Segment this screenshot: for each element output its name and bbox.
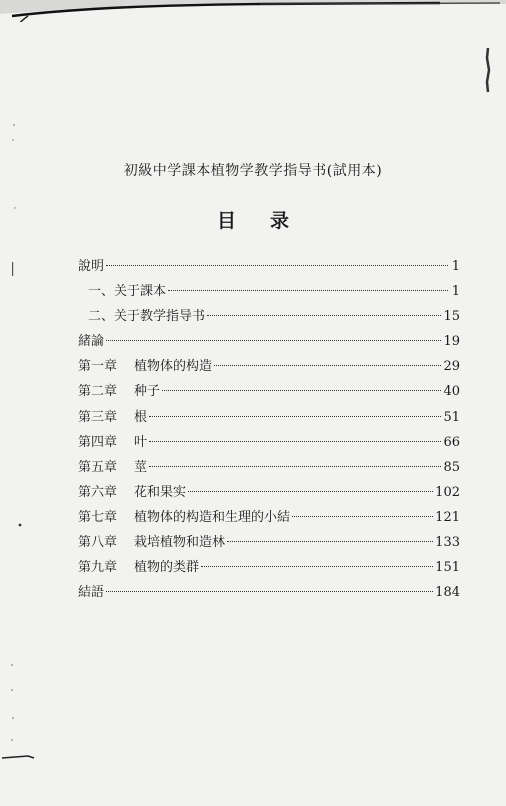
toc-entry-page: 121	[435, 509, 460, 525]
toc-entry-page: 29	[443, 359, 460, 375]
leader-dots	[106, 340, 441, 341]
toc-entry-title: 植物体的构造和生理的小結	[134, 509, 291, 525]
toc-entry[interactable]	[78, 556, 460, 581]
toc-entry-title: 莖	[134, 459, 148, 475]
toc-entry-title: 說明	[78, 259, 105, 274]
toc-entry-chapter: 第三章	[78, 409, 118, 425]
bottom-ink-mark	[0, 746, 40, 766]
toc-entry-chapter: 第八章	[78, 535, 118, 551]
toc-entry-title: 緒論	[78, 334, 105, 350]
toc-entry[interactable]	[78, 255, 460, 280]
toc-entry-title: 根	[134, 409, 148, 425]
leader-dots	[149, 441, 441, 442]
toc-entry-title: 一、关于課本	[88, 284, 167, 300]
toc-entry-chapter: 第七章	[78, 509, 118, 525]
toc-entry-chapter: 第二章	[78, 384, 118, 400]
leader-dots	[227, 541, 433, 542]
leader-dots	[106, 591, 433, 592]
toc-entry-chapter: 第一章	[78, 359, 118, 375]
leader-dots	[162, 390, 441, 391]
toc-entry[interactable]	[78, 330, 460, 355]
toc-entry[interactable]	[78, 280, 460, 305]
toc-entry-chapter: 第九章	[78, 560, 118, 576]
toc-entry-title: 植物体的构造	[134, 359, 213, 375]
left-margin-specks	[0, 0, 30, 806]
toc-entry-page: 151	[435, 560, 460, 576]
toc-entry-title: 叶	[134, 434, 148, 450]
toc-entry-page: 66	[443, 434, 460, 450]
leader-dots	[201, 566, 433, 567]
leader-dots	[168, 290, 448, 291]
toc-entry-title: 栽培植物和造林	[134, 535, 226, 551]
toc-heading-char-1: 目	[216, 210, 236, 232]
toc-entry-page: 1	[451, 284, 460, 300]
toc-entry[interactable]	[78, 355, 460, 380]
leader-dots	[106, 265, 448, 266]
toc-entry-chapter: 第六章	[78, 484, 118, 500]
toc-entry-page: 1	[451, 259, 460, 274]
leader-dots	[188, 491, 433, 492]
toc-entry[interactable]	[78, 380, 460, 405]
toc-entry-title: 結語	[78, 585, 105, 601]
leader-dots	[207, 315, 441, 316]
toc-entry[interactable]	[78, 481, 460, 506]
toc-entry[interactable]	[78, 431, 460, 456]
toc-entry[interactable]	[78, 456, 460, 481]
page-top-edge-artifact	[0, 0, 506, 22]
leader-dots	[292, 516, 433, 517]
toc-entry-page: 15	[443, 309, 460, 325]
toc-entry-page: 184	[435, 585, 460, 601]
toc-entry[interactable]	[78, 305, 460, 330]
book-title: 初級中学課本植物学教学指导书(試用本)	[123, 163, 383, 179]
toc-entry-page: 85	[443, 459, 460, 475]
toc-entry-title: 植物的类群	[134, 560, 200, 576]
toc-entry-page: 19	[443, 334, 460, 350]
toc-heading-char-2: 录	[270, 210, 290, 232]
toc-entry-title: 二、关于教学指导书	[88, 309, 206, 325]
toc-entry[interactable]	[78, 406, 460, 431]
toc-entry-chapter: 第四章	[78, 434, 118, 450]
margin-ink-mark	[484, 48, 492, 92]
toc-entry-title: 花和果实	[134, 484, 187, 500]
toc-entry-chapter: 第五章	[78, 459, 118, 475]
leader-dots	[214, 365, 441, 366]
toc-entry-page: 133	[435, 535, 460, 551]
leader-dots	[149, 416, 441, 417]
toc-entry[interactable]	[78, 506, 460, 531]
toc-entry-page: 102	[435, 484, 460, 500]
leader-dots	[149, 466, 441, 467]
toc-entry-page: 40	[443, 384, 460, 400]
toc-heading	[0, 206, 506, 233]
toc-entry-title: 种子	[134, 384, 161, 400]
toc-entry[interactable]	[78, 581, 460, 606]
toc-entry-page: 51	[443, 409, 460, 425]
table-of-contents	[78, 255, 460, 606]
toc-entry[interactable]	[78, 531, 460, 556]
